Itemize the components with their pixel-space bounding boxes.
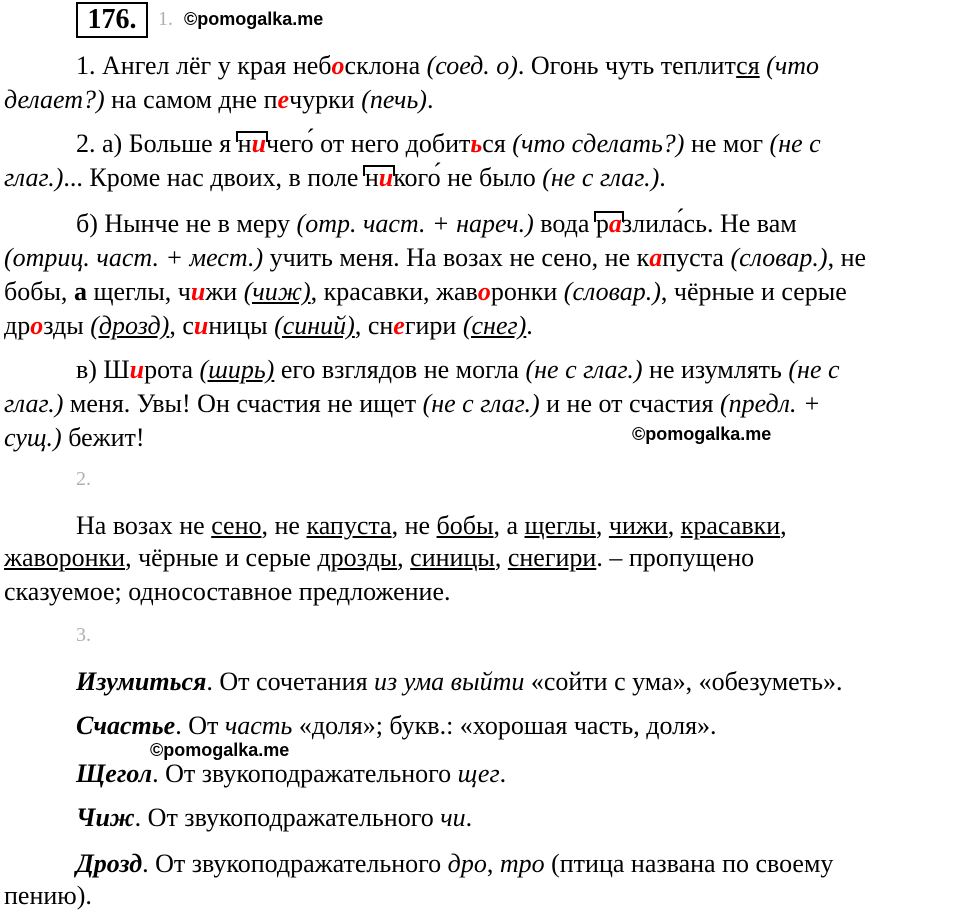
s2-line-2: жаворонки, чёрные и серые дрозды, синицы, снегири. – пропущено (4, 543, 755, 572)
p3-line-1: б) Нынче не в меру (отр. част. + нареч.) вода разлила ́сь. Не вам (76, 208, 797, 240)
p3-line-2: (отриц. част. + мест.) учить меня. На возах не сено, не капуста (словар.), не (4, 243, 867, 272)
p1-line-2: делает?) на самом дне печурки (печь). (4, 85, 434, 114)
etym-chizh: Чиж. От звукоподражательного чи. (76, 803, 473, 832)
p2-line-1: 2. а) Больше я ничего ́ от него добиться (что сделать?) не мог (не с (76, 128, 821, 160)
etym-izumitsya: Изумиться. От сочетания из ума выйти «сойти с ума», «обезуметь». (76, 667, 843, 696)
s2-line-1: На возах не сено, не капуста, не бобы, а щеглы, чижи, красавки, (76, 511, 787, 540)
p2-line-2: глаг.)... Кроме нас двоих, в поле никого ́ не было (не с глаг.). (4, 162, 666, 194)
p3-line-3: бобы, а щеглы, чижи (чиж), красавки, жаворонки (словар.), чёрные и серые (4, 277, 847, 306)
p1-line-1: 1. Ангел лёг у края небосклона (соед. о). Огонь чуть теплится (что (76, 51, 819, 80)
watermark-bottom: ©pomogalka.me (150, 740, 290, 760)
etym-drozd-cont: пению). (4, 881, 92, 910)
part-3-label: 3. (76, 624, 91, 646)
s2-line-3: сказуемое; односоставное предложение. (4, 577, 451, 606)
task-number: 176. (76, 2, 148, 38)
p3-line-4: дрозды (дрозд), синицы (синий), снегири (снег). (4, 311, 533, 340)
etym-drozd: Дрозд. От звукоподражательного дро, тро (птица названа по своему (76, 849, 834, 878)
part-2-label: 2. (76, 468, 91, 490)
part-1-label: 1. (158, 8, 173, 30)
etym-schastye: Счастье. От часть «доля»; букв.: «хорошая часть, доля». (76, 711, 717, 740)
p4-line-1: в) Широта (ширь) его взглядов не могла (не с глаг.) не изумлять (не с (76, 355, 840, 384)
p4-line-3: сущ.) бежит! (4, 423, 145, 452)
watermark-top: ©pomogalka.me (184, 9, 324, 29)
etym-shchegol: Щегол. От звукоподражательного щег. (76, 759, 507, 788)
watermark-middle: ©pomogalka.me (632, 424, 772, 444)
p4-line-2: глаг.) меня. Увы! Он счастия не ищет (не с глаг.) и не от счастия (предл. + (4, 389, 821, 418)
